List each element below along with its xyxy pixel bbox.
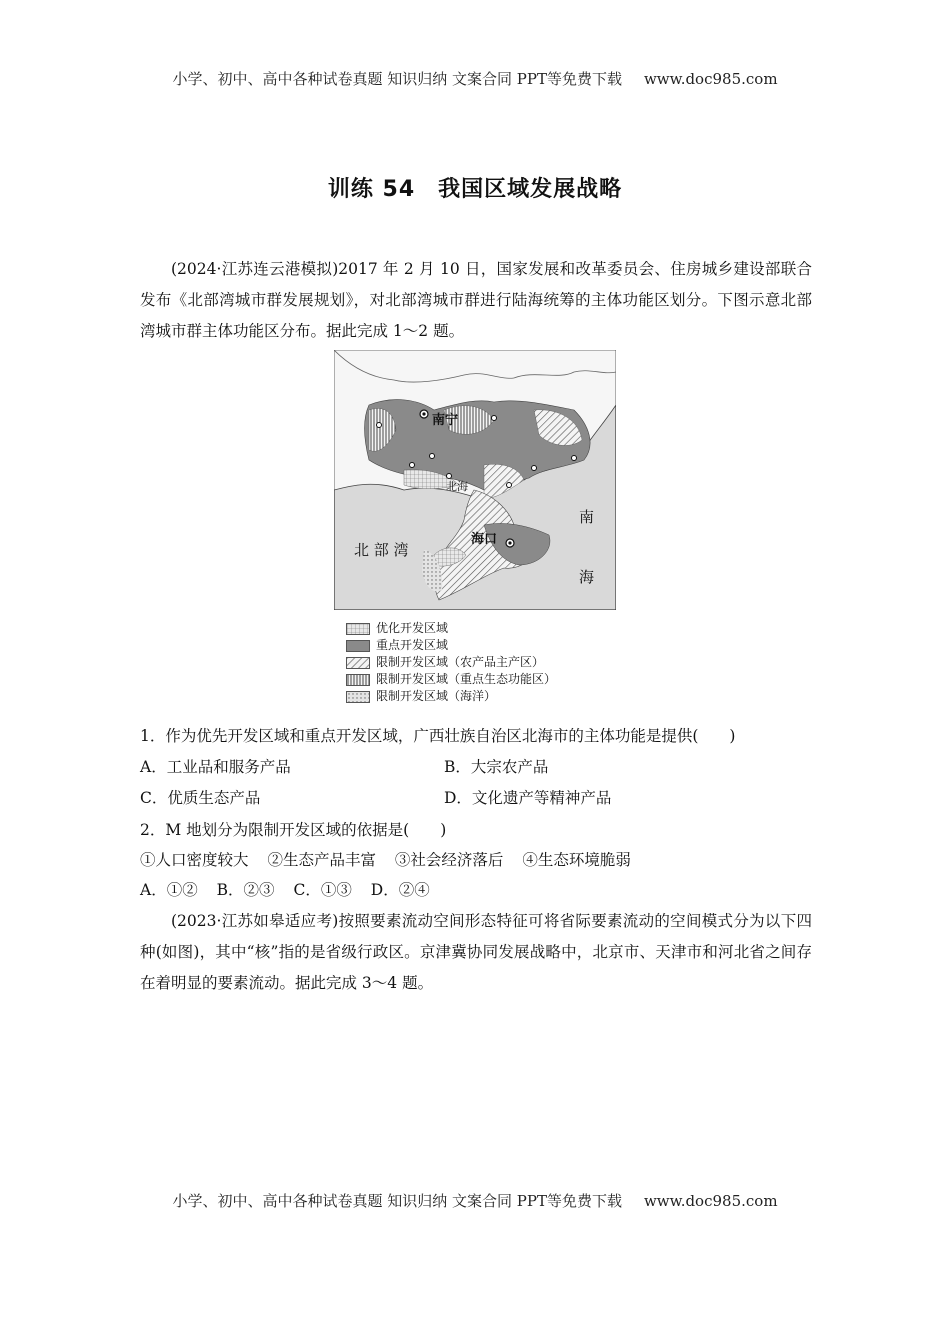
city-icon [430,454,435,459]
map-svg [334,350,616,610]
city-icon [410,463,415,468]
q2-statement-4: ④生态环境脆弱 [522,851,631,869]
label-gulf: 北 部 湾 [354,541,409,559]
footer-site[interactable]: www.doc985.com [643,1192,778,1210]
label-beihai: 北海 [446,480,468,493]
header-text: 小学、初中、高中各种试卷真题 知识归纳 文案合同 PPT等免费下载 [172,70,622,88]
legend-label: 限制开发区域（重点生态功能区） [376,672,557,686]
legend-swatch-vert [346,674,370,686]
label-south-sea-2: 海 [579,568,595,586]
city-icon [492,416,497,421]
page-header [0,68,950,89]
legend-label: 优化开发区域 [376,621,449,635]
legend-swatch-grid [346,623,370,635]
city-icon [507,483,512,488]
label-haikou: 海口 [471,532,498,547]
q1-option-c[interactable]: C．优质生态产品 [140,789,261,807]
intro-text-2: (2023·江苏如皋适应考)按照要素流动空间形态特征可将省际要素流动的空间模式分为以下四种(如图)，其中“核”指的是省级行政区。京津冀协同发展战略中，北京市、天津市和河北省之间存在着明显的要素流动。据此完成 3～4 题。 [140,912,812,992]
intro-paragraph-2 [140,906,812,999]
q1-option-b[interactable]: B．大宗农产品 [444,758,549,776]
legend-swatch-dots [346,691,370,703]
intro-text-1: (2024·江苏连云港模拟)2017 年 2 月 10 日，国家发展和改革委员会、住房城乡建设部联合发布《北部湾城市群发展规划》，对北部湾城市群进行陆海统筹的主体功能区划分。下图示意北部湾城市群主体功能区分布。据此完成 1～2 题。 [140,260,812,340]
question-2-stem: 2．M 地划分为限制开发区域的依据是( ) [140,821,447,839]
legend-swatch-diag [346,657,370,669]
label-nanning: 南宁 [432,413,459,428]
q1-option-a[interactable]: A．工业品和服务产品 [140,758,291,776]
page-title: 训练 54 我国区域发展战略 [327,177,623,202]
legend-swatch-solid [346,640,370,652]
city-icon [377,423,382,428]
nanning-city-dot [422,412,425,415]
q2-statement-3: ③社会经济落后 [394,851,504,869]
haikou-city-dot [508,541,511,544]
q2-statement-2: ②生态产品丰富 [267,851,376,869]
q2-option-b[interactable]: B．②③ [216,881,275,899]
city-icon [572,456,577,461]
header-site[interactable]: www.doc985.com [643,70,778,88]
q2-statement-1: ①人口密度较大 [140,851,249,869]
city-icon [532,466,537,471]
legend-label: 限制开发区域（农产品主产区） [376,655,545,669]
q2-option-a[interactable]: A．①② [140,881,198,899]
question-2-statements [140,848,645,870]
page-footer [0,1190,950,1211]
legend-item [346,671,556,688]
label-south-sea-1: 南 [579,508,595,526]
legend-item [346,688,556,705]
legend-item [346,654,556,671]
question-1-stem: 1．作为优先开发区域和重点开发区域，广西壮族自治区北海市的主体功能是提供( ) [140,727,736,745]
q2-option-d[interactable]: D．②④ [370,881,430,899]
map-legend [346,620,556,705]
question-2-options [140,878,444,900]
footer-text: 小学、初中、高中各种试卷真题 知识归纳 文案合同 PPT等免费下载 [172,1192,622,1210]
legend-item [346,620,556,637]
q2-option-c[interactable]: C．①③ [293,881,352,899]
map-figure [334,350,616,610]
legend-label: 限制开发区域（海洋） [376,689,497,703]
legend-label: 重点开发区域 [376,638,449,652]
intro-paragraph-1 [140,254,812,347]
beihai-city-icon [447,474,452,479]
legend-item [346,637,556,654]
q1-option-d[interactable]: D．文化遗产等精神产品 [444,789,612,807]
